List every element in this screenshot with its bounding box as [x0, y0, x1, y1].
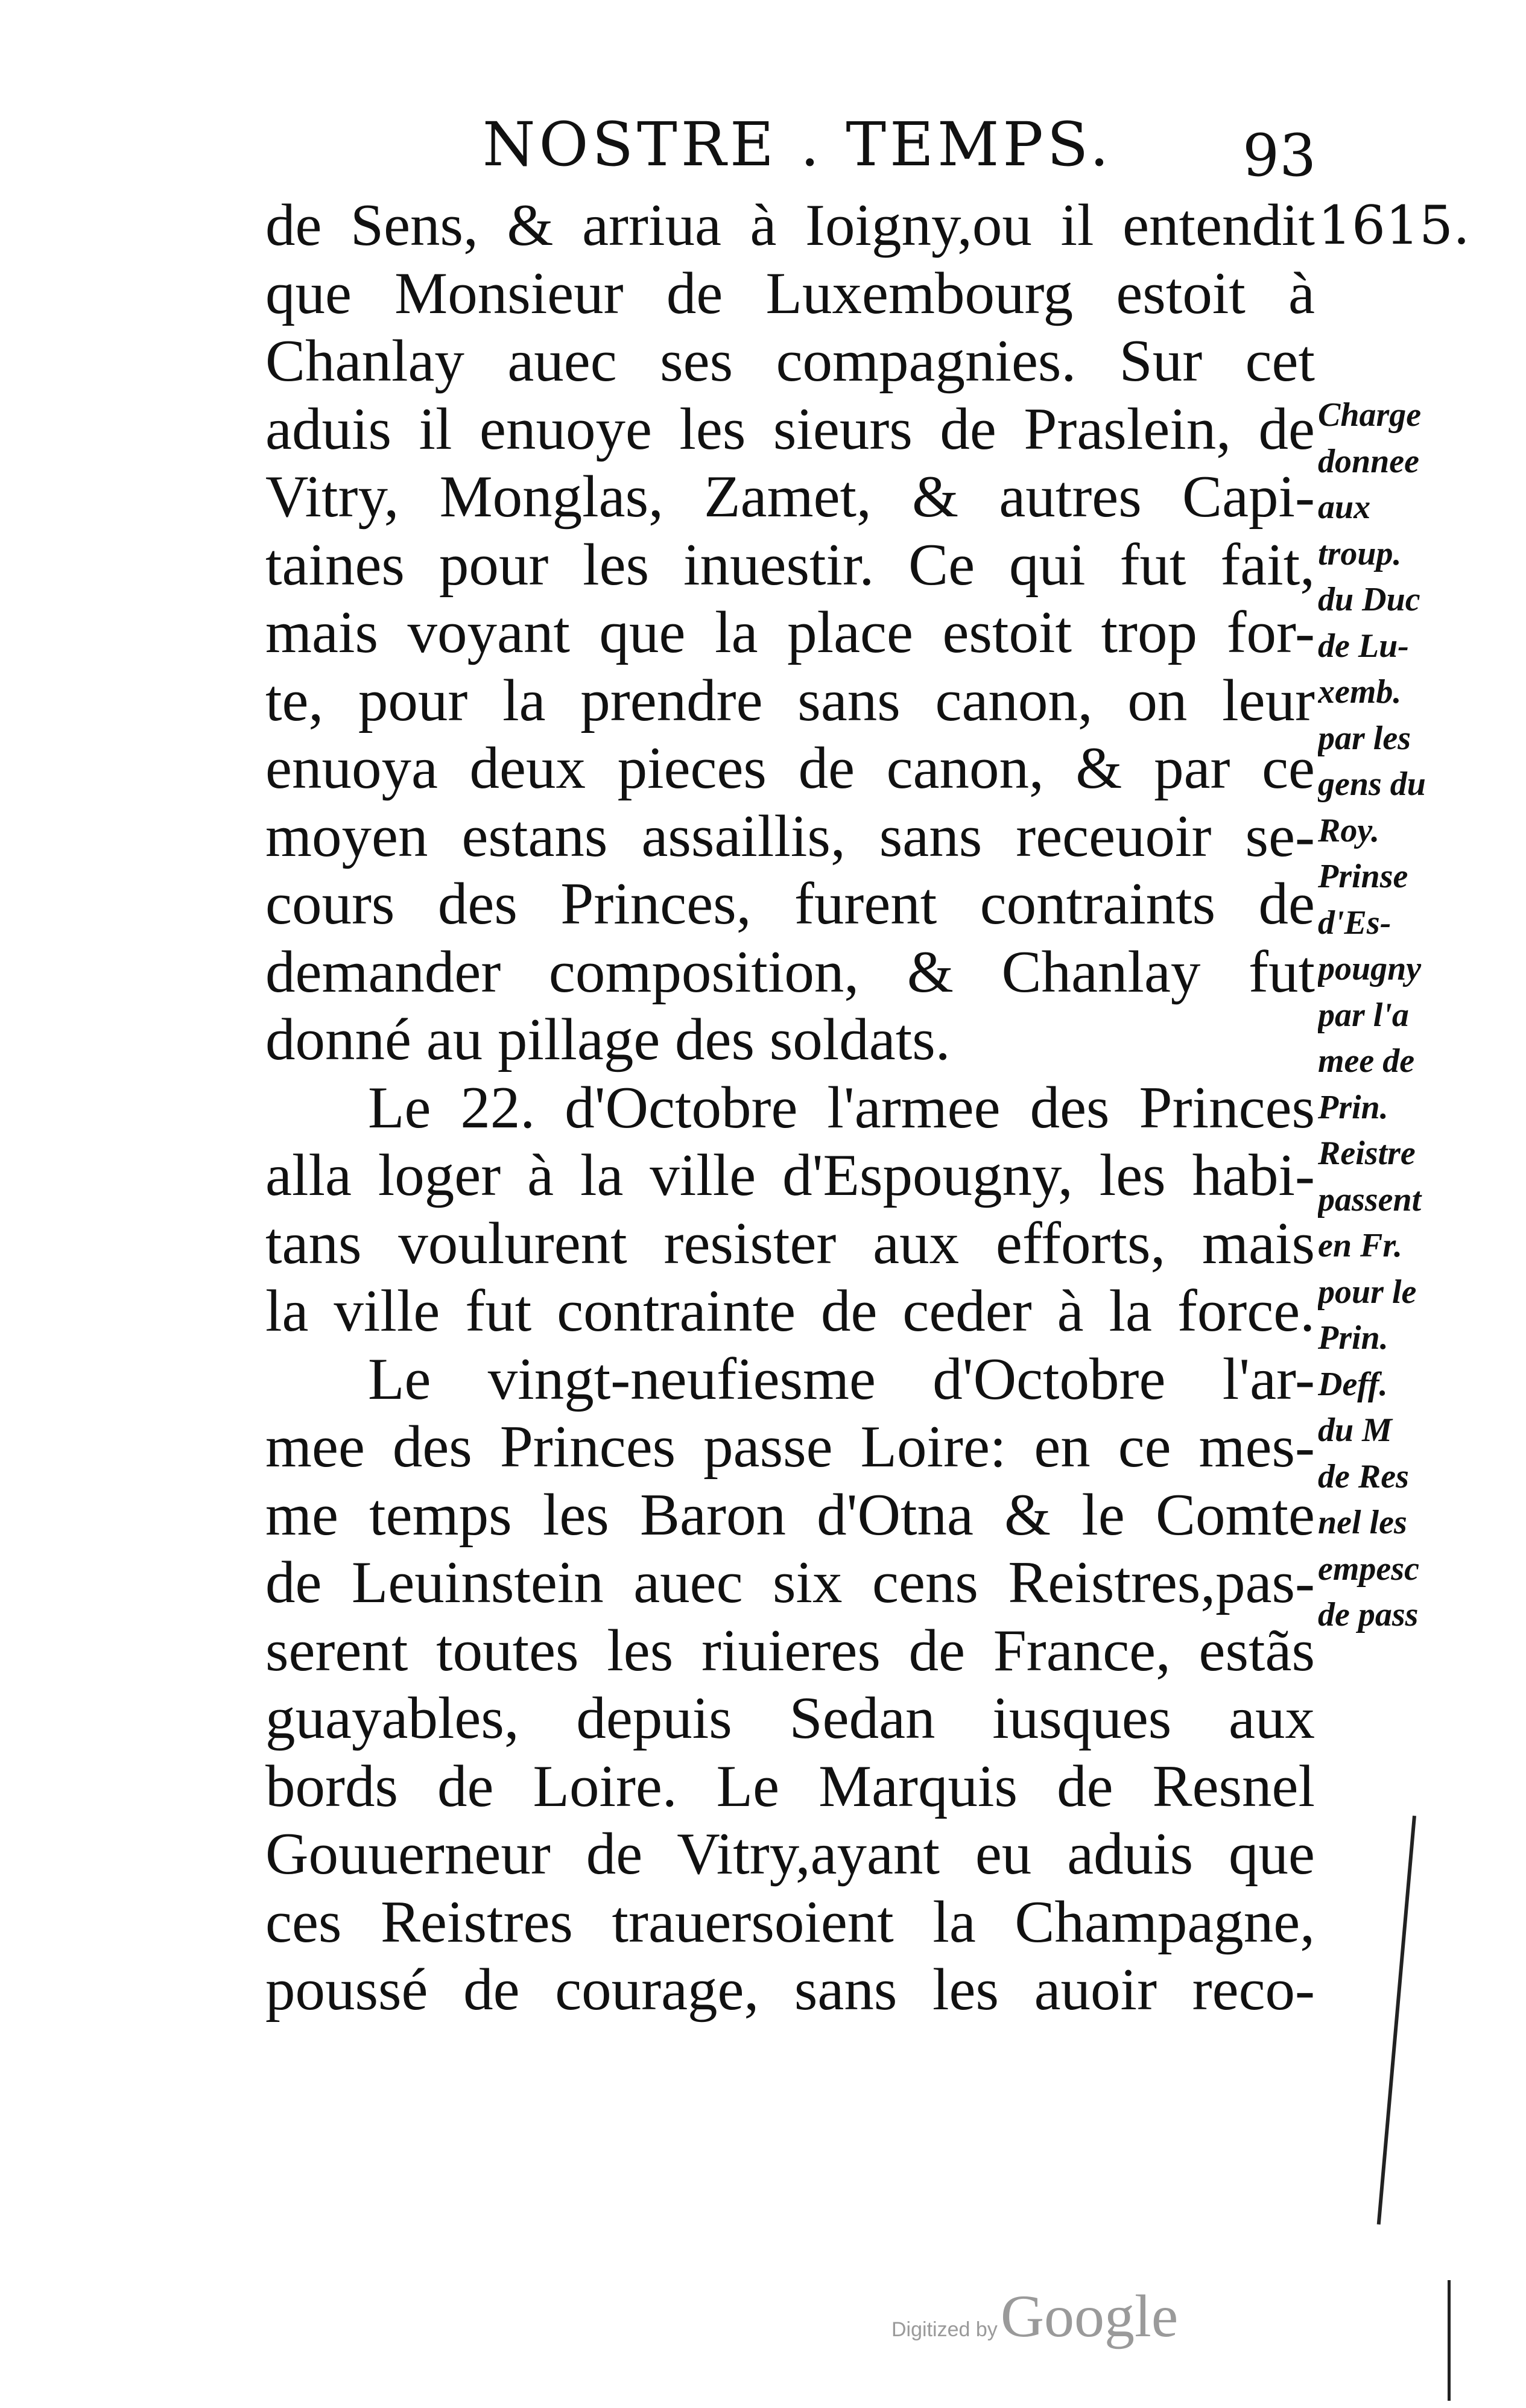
margin-note-line: Roy. [1318, 811, 1380, 849]
text-line: cours des Princes, furent contraints de [265, 871, 1315, 937]
binding-edge-line [1377, 1816, 1416, 2225]
margin-note-line: mee de [1318, 1042, 1415, 1080]
text-line: de Sens, & arriua à Ioigny,ou il entendit [265, 192, 1315, 258]
binding-edge-line [1448, 2280, 1451, 2401]
margin-note-line: pour le [1318, 1273, 1417, 1311]
digitized-by-google-watermark [891, 2283, 1179, 2349]
text-line: me temps les Baron d'Otna & le Comte [265, 1481, 1315, 1548]
margin-note-line: Reistre [1318, 1135, 1416, 1172]
text-line: ces Reistres trauersoient la Champagne, [265, 1889, 1315, 1955]
text-line: aduis il enuoye les sieurs de Praslein, de [265, 396, 1315, 462]
text-line: serent toutes les riuieres de France, estãs [265, 1617, 1315, 1684]
text-line: alla loger à la ville d'Espougny, les habi- [265, 1142, 1315, 1208]
margin-note-line: nel les [1318, 1504, 1407, 1541]
margin-note-line: Deff. [1318, 1365, 1388, 1403]
margin-note-line: de Res [1318, 1457, 1409, 1495]
text-line: taines pour les inuestir. Ce qui fut fait, [265, 531, 1315, 598]
margin-note-line: de Lu- [1318, 627, 1409, 665]
body-text [265, 192, 1315, 2024]
text-line: demander composition, & Chanlay fut [265, 939, 1315, 1005]
running-head: NOSTRE . TEMPS. [483, 109, 1113, 180]
text-line: poussé de courage, sans les auoir reco- [265, 1957, 1315, 2023]
text-line: Vitry, Monglas, Zamet, & autres Capi- [265, 464, 1315, 530]
margin-notes [1318, 392, 1526, 1638]
text-line: enuoya deux pieces de canon, & par ce [265, 735, 1315, 801]
margin-year: 1615. [1318, 194, 1470, 256]
margin-note-line: du M [1318, 1412, 1392, 1449]
margin-note-line: passent [1318, 1180, 1422, 1218]
text-line: mais voyant que la place estoit trop for- [265, 600, 1315, 665]
text-line: moyen estans assaillis, sans receuoir se- [265, 803, 1315, 869]
margin-note-line: du Duc [1318, 581, 1420, 618]
watermark-prefix: Digitized by [891, 2318, 998, 2341]
text-line: Gouuerneur de Vitry,ayant eu aduis que [265, 1821, 1315, 1887]
margin-note-line: donnee [1318, 442, 1419, 480]
margin-note-line: xemb. [1318, 673, 1402, 711]
margin-note-line: de pass [1318, 1596, 1419, 1633]
text-line: bords de Loire. Le Marquis de Resnel [265, 1753, 1315, 1819]
text-line: mee des Princes passe Loire: en ce mes- [265, 1414, 1315, 1480]
margin-note-line: par les [1318, 719, 1411, 757]
margin-note-line: Prin. [1318, 1088, 1388, 1126]
text-line: guayables, depuis Sedan iusques aux [265, 1685, 1315, 1751]
margin-note-line: par l'a [1318, 996, 1409, 1034]
margin-note-line: pougny [1318, 950, 1422, 987]
text-line: de Leuinstein auec six cens Reistres,pas- [265, 1550, 1315, 1615]
margin-note-line: Prin. [1318, 1319, 1388, 1357]
margin-note-line: en Fr. [1318, 1227, 1403, 1264]
paragraph-start-line: Le vingt-neufiesme d'Octobre l'ar- [368, 1346, 1315, 1412]
google-logo: Google [1000, 2283, 1179, 2349]
text-line: tans voulurent resister aux efforts, mais [265, 1210, 1315, 1276]
margin-note-line: gens du [1318, 765, 1426, 803]
text-line: Chanlay auec ses compagnies. Sur cet [265, 328, 1315, 394]
margin-note-line: Prinse [1318, 858, 1408, 895]
text-line: te, pour la prendre sans canon, on leur [265, 667, 1315, 733]
text-line: que Monsieur de Luxembourg estoit à [265, 260, 1315, 326]
text-line: la ville fut contrainte de ceder à la force. [265, 1278, 1315, 1344]
text-line: donné au pillage des soldats. [265, 1007, 951, 1073]
margin-note-line: empesc [1318, 1550, 1419, 1588]
margin-note-line: aux [1318, 489, 1371, 526]
margin-note-line: troup. [1318, 534, 1402, 572]
paragraph-start-line: Le 22. d'Octobre l'armee des Princes [368, 1074, 1315, 1141]
margin-note-line: Charge [1318, 396, 1422, 434]
page-number: 93 [1243, 122, 1317, 189]
margin-note-line: d'Es- [1318, 904, 1391, 942]
